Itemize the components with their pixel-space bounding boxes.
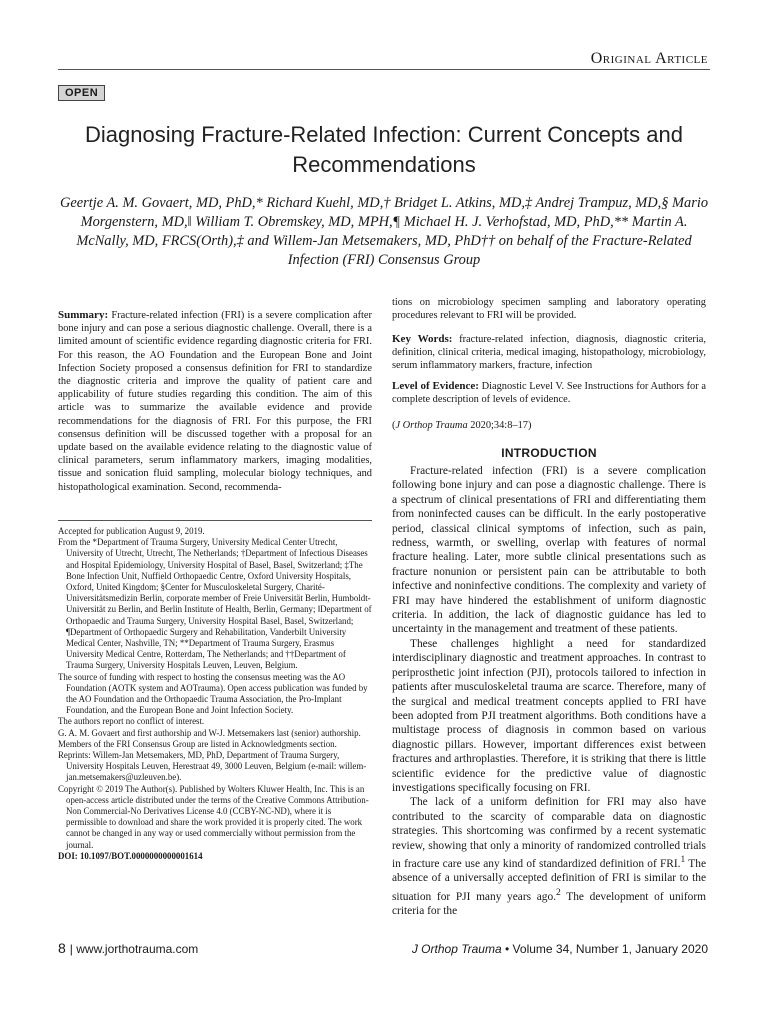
intro-paragraph-2: These challenges highlight a need for standardized interdisciplinary diagnostic and treatment approaches. In contrast to periprosthetic joint infection (PJI), protocols tailored to infection in patients after musculoskeletal trauma are scarce. Therefore, many of the surgical and medical treatment concepts applied to FRI have been adopted from PJI treatment algorithms. Both conditions have a multistage process of diagnosis in common based on various diagnostic pillars. However, important differences exist between fractures and arthroplasties. Therefore, it is striking that there is little scientific evidence for the predictive value of diagnostic investigations specifically focusing on FRI. <box>392 637 706 794</box>
key-words <box>392 333 706 373</box>
footnote-conflict: The authors report no conflict of interest. <box>58 716 205 727</box>
section-label: Original Article <box>590 50 708 67</box>
introduction-body <box>392 464 706 918</box>
key-words-text: fracture-related infection, diagnosis, diagnostic criteria, definition, clinical criteria, medical imaging, histopathology, microbiology, serum inflammatory markers, fracture, infection <box>392 334 706 372</box>
level-of-evidence-lead: Level of Evidence: <box>392 380 479 392</box>
key-words-lead: Key Words: <box>392 333 453 345</box>
introduction-heading: INTRODUCTION <box>501 446 597 460</box>
footer-issue: Volume 34, Number 1, January 2020 <box>512 942 708 956</box>
footnote-authorship: G. A. M. Govaert and first authorship and W-J. Metsemakers last (senior) authorship. <box>58 727 361 738</box>
summary-lead: Summary: <box>58 309 109 321</box>
page-number: 8 <box>58 940 66 956</box>
citation: (J Orthop Trauma 2020;34:8–17) <box>392 420 532 431</box>
reference-1[interactable]: 1 <box>680 854 686 865</box>
reference-2[interactable]: 2 <box>556 887 561 898</box>
footnote-rule <box>58 520 372 521</box>
footer-left <box>58 940 198 956</box>
summary-abstract <box>58 309 372 494</box>
article-title: Diagnosing Fracture-Related Infection: Current Concepts and Recommendations <box>85 122 683 177</box>
open-access-badge: OPEN <box>58 85 105 101</box>
journal-url[interactable]: www.jorthotrauma.com <box>76 942 199 956</box>
summary-continued: tions on microbiology specimen sampling and laboratory operating procedures relevant to FRI will be provided. <box>392 297 706 322</box>
footnote-members: Members of the FRI Consensus Group are listed in Acknowledgments section. <box>58 738 337 749</box>
level-of-evidence-text: Diagnostic Level V. See Instructions for Authors for a complete description of levels of evidence. <box>392 381 706 406</box>
footer-bullet: • <box>505 942 510 956</box>
footnote-affiliations: From the *Department of Trauma Surgery, University Medical Center Utrecht, University of Utrecht, Utrecht, The Netherlands; †Department of Infectious Diseases and Hospital Epidemiology, University Hospital of Basel, Basel, Switzerland; ‡The Bone Infection Unit, Nuffield Orthopaedic Centre, Oxford University Hospitals, Oxford, United Kingdom; §Center for Musculoskeletal Surgery, Charité-Universitätsmedizin Berlin, corporate member of Freie Universität Berlin, Humboldt-Universität zu Berlin, and Berlin Institute of Health, Berlin, Germany; ‖Department of Orthopaedic and Trauma Surgery, University Hospital Basel, Basel, Switzerland; ¶Department of Orthopaedic Surgery and Rehabilitation, Vanderbilt University Medical Center, Nashville, TN; **Department of Trauma Surgery, Erasmus University Medical Centre, Rotterdam, The Netherlands; and ††Department of Trauma Surgery, University Hospitals Leuven, Leuven, Belgium. <box>58 537 372 671</box>
level-of-evidence <box>392 380 706 406</box>
footnote-accepted: Accepted for publication August 9, 2019. <box>58 526 205 536</box>
footer-right <box>412 942 708 956</box>
footnote-reprints: Reprints: Willem-Jan Metsemakers, MD, PhD, Department of Trauma Surgery, University Hospitals Leuven, Herestraat 49, 3000 Leuven, Belgium (e-mail: willem-jan.metsemakers@uzleuven.be). <box>58 750 367 783</box>
summary-text: Fracture-related infection (FRI) is a severe complication after bone injury and can pose a serious diagnostic challenge. Overall, there is a limited amount of scientific evidence regarding diagnostic criteria for FRI. For this reason, the AO Foundation and the European Bone and Joint Infection Society proposed a consensus definition for FRI to standardize the diagnostic criteria and improve the quality of patient care and applicability of future studies regarding this condition. The aim of this article was to summarize the available evidence and provide recommendations for the diagnosis of FRI. For this purpose, the FRI consensus definition will be discussed together with a proposal for an update based on the available evidence relating to the diagnostic value of clinical parameters, serum inflammatory markers, imaging modalities, tissue and sonication fluid sampling, molecular biology techniques, and histopathological examination. Second, recommenda- <box>58 310 372 493</box>
intro-p3-part-b: The absence of a universally accepted definition of FRI is similar to the situation for PJI many years ago. <box>392 857 707 903</box>
intro-p3-part-a: The lack of a uniform definition for FRI may also have contributed to the scarcity of comparable data on diagnostic strategies. This shortcoming was confirmed by a recent systematic review, showing that only a minority of randomized controlled trials in fracture care use any kind of standardized definition of FRI. <box>392 796 706 870</box>
intro-paragraph-3 <box>392 795 706 918</box>
doi-link[interactable]: DOI: 10.1097/BOT.0000000000001614 <box>58 850 203 861</box>
header-rule <box>58 69 710 70</box>
citation-details: 2020;34:8–17) <box>470 420 532 431</box>
intro-p3-part-c: The development of uniform criteria for the <box>392 890 706 917</box>
author-list: Geertje A. M. Govaert, MD, PhD,* Richard Kuehl, MD,† Bridget L. Atkins, MD,‡ Andrej Trampuz, MD,§ Mario Morgenstern, MD,‖ William T. Obremskey, MD, MPH,¶ Michael H. J. Verhofstad, MD, PhD,** Martin A. McNally, MD, FRCS(Orth),‡ and Willem-Jan Metsemakers, MD, PhD†† on behalf of the Fracture-Related Infection (FRI) Consensus Group <box>59 195 709 268</box>
footnote-funding: The source of funding with respect to hosting the consensus meeting was the AO Foundation (AOTK system and AOTrauma). Open access publication was funded by the AO Foundation and the Orthopaedic Trauma Association, the Pro-Implant Foundation, and the European Bone and Joint Infection Society. <box>58 671 368 716</box>
intro-paragraph-1: Fracture-related infection (FRI) is a severe complication following bone injury and can pose a diagnostic challenge. There is a spectrum of clinical presentations of FRI and differentiating them from noninfected causes can be difficult. In the early postoperative period, classical clinical symptoms of infection, such as pain, redness, warmth, or swelling, overlap with features of normal fracture healing. Later, more subtle clinical presentations such as fracture nonunion or persistent pain can be attributable to both infective and noninfective conditions. The complexity and variety of FRI may have hindered the establishment of uniform diagnostic criteria. In addition, the lack of diagnostic guidance has led to uncertainty in the management and treatment of these patients. <box>392 465 706 636</box>
footnote-copyright: Copyright © 2019 The Author(s). Published by Wolters Kluwer Health, Inc. This is an open-access article distributed under the terms of the Creative Commons Attribution-Non Commercial-No Derivatives License 4.0 (CCBY-NC-ND), where it is permissible to download and share the work provided it is properly cited. The work cannot be changed in any way or used commercially without permission from the journal. <box>58 783 369 850</box>
citation-journal: J Orthop Trauma <box>395 420 468 431</box>
footer-separator: | <box>69 942 73 956</box>
footnotes <box>58 526 372 862</box>
footer-journal: J Orthop Trauma <box>411 942 502 956</box>
